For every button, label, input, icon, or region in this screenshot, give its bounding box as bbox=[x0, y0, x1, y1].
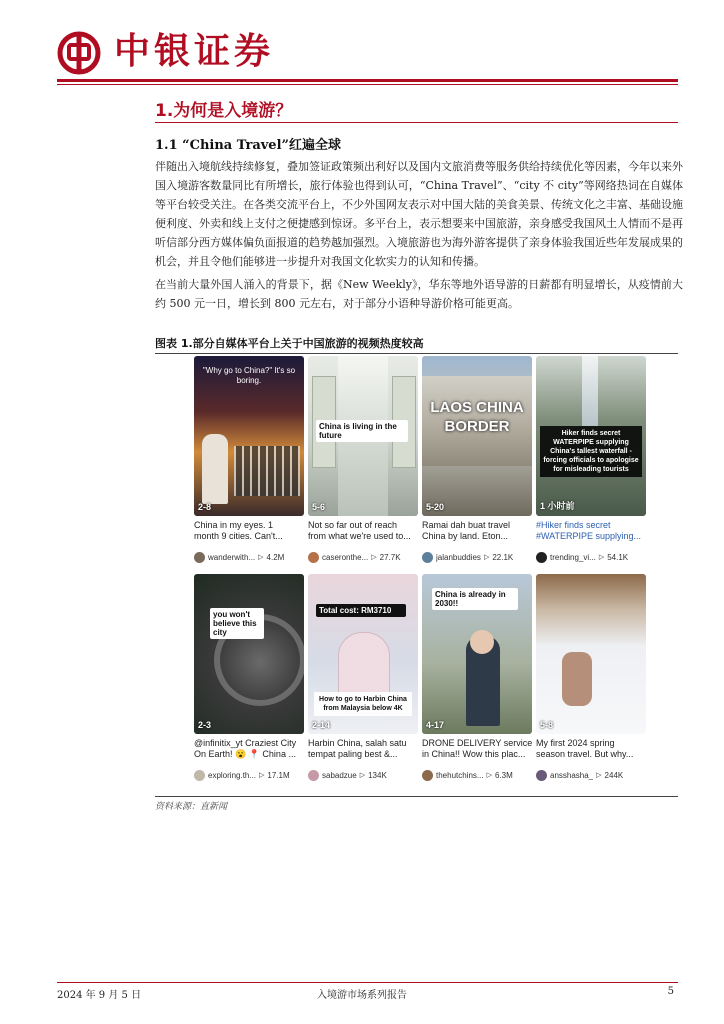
figure-bottom-rule bbox=[155, 796, 678, 797]
video-caption-line-2: #WATERPIPE supplying... bbox=[536, 531, 642, 541]
video-meta bbox=[422, 768, 532, 782]
view-count: 244K bbox=[604, 770, 624, 780]
date-badge: 4-17 bbox=[426, 720, 445, 730]
play-icon: ▷ bbox=[359, 772, 366, 779]
date-badge: 5-8 bbox=[540, 720, 554, 730]
section-title: 1.为何是入境游？ bbox=[155, 101, 293, 121]
video-meta bbox=[308, 550, 418, 564]
avatar bbox=[536, 770, 547, 781]
header-divider-thin bbox=[57, 84, 678, 85]
video-card[interactable] bbox=[308, 574, 418, 790]
thumbnail-overlay-text: China is already in 2030!! bbox=[432, 588, 518, 610]
username: sabadzue bbox=[322, 770, 357, 780]
avatar bbox=[536, 552, 547, 563]
video-meta bbox=[422, 550, 532, 564]
header-divider bbox=[57, 79, 678, 82]
video-caption-line-2: from what we're used to... bbox=[308, 531, 411, 541]
page-header bbox=[0, 0, 724, 90]
video-thumbnail-grid bbox=[194, 356, 646, 792]
video-thumbnail bbox=[422, 574, 532, 734]
avatar bbox=[308, 770, 319, 781]
video-caption-line-1: #Hiker finds secret bbox=[536, 520, 611, 530]
video-meta bbox=[194, 768, 304, 782]
date-badge: 5-20 bbox=[426, 502, 445, 512]
date-badge: 2-14 bbox=[312, 720, 331, 730]
video-caption-line-2: tempat paling best &... bbox=[308, 749, 398, 759]
video-caption-line-1: China in my eyes. 1 bbox=[194, 520, 274, 530]
video-caption-line-1: DRONE DELIVERY service bbox=[422, 738, 532, 748]
video-caption-line-2: On Earth! 😮 📍 China ... bbox=[194, 749, 296, 759]
video-thumbnail bbox=[308, 356, 418, 516]
thumbnail-overlay-text: Hiker finds secret WATERPIPE supplying China's tallest waterfall - forcing officials to apologise for misleading tourists bbox=[540, 426, 642, 477]
video-caption-line-1: My first 2024 spring bbox=[536, 738, 615, 748]
thumbnail-overlay-text-2: How to go to Harbin China from Malaysia below 4K bbox=[314, 692, 412, 716]
video-card[interactable] bbox=[308, 356, 418, 572]
video-card[interactable] bbox=[536, 356, 646, 572]
play-icon: ▷ bbox=[596, 772, 602, 779]
video-thumbnail bbox=[194, 574, 304, 734]
video-caption-line-1: @infinitix_yt Craziest City bbox=[194, 738, 297, 748]
view-count: 17.1M bbox=[267, 770, 290, 780]
username: ansshasha_ bbox=[550, 770, 594, 780]
paragraph-2: 在当前大量外国人涌入的背景下，据《New Weekly》，华东等地外语导游的日薪都有明显增长，从疫情前大约 500 元一日，增长到 800 元左右，对于部分小语种导游价格可能更高。 bbox=[155, 278, 683, 310]
video-caption-line-2: China by land. Eton... bbox=[422, 531, 509, 541]
play-icon: ▷ bbox=[371, 554, 377, 561]
thumbnail-overlay-text: "Why go to China?" It's so boring. bbox=[202, 366, 296, 385]
username: trending_vi... bbox=[550, 552, 596, 562]
avatar bbox=[422, 552, 433, 563]
video-caption-line-1: Not so far out of reach bbox=[308, 520, 398, 530]
railing bbox=[234, 446, 300, 496]
figure-source: 资料来源：直新闻 bbox=[155, 802, 228, 812]
video-thumbnail bbox=[194, 356, 304, 516]
thumbnail-overlay-text: LAOS CHINA BORDER bbox=[430, 399, 524, 435]
view-count: 27.7K bbox=[379, 552, 401, 562]
figure-top-rule bbox=[155, 353, 678, 354]
avatar bbox=[308, 552, 319, 563]
brand-name: 中银证券 bbox=[114, 31, 275, 72]
username: wanderwith... bbox=[208, 552, 256, 562]
video-thumbnail bbox=[536, 574, 646, 734]
date-badge: 1 小时前 bbox=[540, 501, 575, 511]
play-icon: ▷ bbox=[598, 554, 605, 561]
bank-of-china-logo-icon bbox=[57, 31, 101, 75]
video-card[interactable] bbox=[422, 574, 532, 790]
video-thumbnail bbox=[308, 574, 418, 734]
video-card[interactable] bbox=[194, 574, 304, 790]
video-meta bbox=[194, 550, 304, 564]
video-card[interactable] bbox=[194, 356, 304, 572]
view-count: 22.1K bbox=[492, 552, 514, 562]
video-meta bbox=[308, 768, 418, 782]
video-thumbnail bbox=[536, 356, 646, 516]
view-count: 134K bbox=[368, 770, 387, 780]
video-caption-line-2: season travel. But why... bbox=[536, 749, 634, 759]
footer-divider bbox=[57, 982, 678, 983]
video-card[interactable] bbox=[536, 574, 646, 790]
play-icon: ▷ bbox=[259, 772, 265, 779]
footer-date: 2024 年 9 月 5 日 bbox=[57, 990, 142, 1001]
paragraph-1: 伴随出入境航线持续修复，叠加签证政策频出利好以及国内文旅消费等服务供给持续优化等因素，今年以来外国入境游客数量同比有所增长，旅行体验也得到认可，“China Travel”、“city 不 city”等网络热词在自媒体等平台较受关注。在各类交流平台上，不少外国网友表示对中国大陆的美食美景、传统文化之丰富、基础设施便利度、外卖和线上支付之便捷感到惊讶。多平台上，表示想要来中国旅游，亲身感受我国风土人情而不是再听信部分西方媒体偏负面报道的趋势越加强烈。入境旅游也为海外游客提供了亲身体验我国近些年发展成果的机会，并且令他们能够进一步提升对我国文化软实力的认知和传播。 bbox=[155, 160, 683, 268]
thumbnail-overlay-text: you won't believe this city bbox=[210, 608, 264, 639]
person-figure bbox=[562, 652, 592, 706]
video-caption-line-1: Ramai dah buat travel bbox=[422, 520, 511, 530]
video-caption-line-1: Harbin China, salah satu bbox=[308, 738, 407, 748]
username: exploring.th... bbox=[208, 770, 257, 780]
avatar bbox=[194, 770, 205, 781]
username: caseronthe... bbox=[322, 552, 369, 562]
video-card[interactable] bbox=[422, 356, 532, 572]
video-meta bbox=[536, 550, 646, 564]
subsection-title: 1.1 “China Travel”红遍全球 bbox=[155, 138, 341, 153]
date-badge: 2-3 bbox=[198, 720, 212, 730]
username: jalanbuddies bbox=[436, 552, 481, 562]
video-thumbnail bbox=[422, 356, 532, 516]
video-meta bbox=[536, 768, 646, 782]
section-divider bbox=[155, 122, 678, 123]
date-badge: 2-8 bbox=[198, 502, 212, 512]
thumbnail-overlay-text: Total cost: RM3710 bbox=[316, 604, 406, 617]
thumbnail-overlay-text: China is living in the future bbox=[316, 420, 408, 442]
view-count: 4.2M bbox=[266, 552, 285, 562]
view-count: 54.1K bbox=[607, 552, 629, 562]
view-count: 6.3M bbox=[494, 770, 513, 780]
play-icon: ▷ bbox=[486, 772, 492, 779]
figure-title: 图表 1.部分自媒体平台上关于中国旅游的视频热度较高 bbox=[155, 337, 424, 350]
avatar bbox=[194, 552, 205, 563]
page-number: 5 bbox=[667, 986, 674, 997]
person-face bbox=[470, 630, 494, 654]
person-figure bbox=[202, 434, 228, 504]
username: thehutchins... bbox=[436, 770, 484, 780]
play-icon: ▷ bbox=[258, 554, 264, 561]
video-caption-line-2: in China!! Wow this plac... bbox=[422, 749, 526, 759]
footer-report-title: 入境游市场系列报告 bbox=[317, 990, 407, 1001]
avatar bbox=[422, 770, 433, 781]
play-icon: ▷ bbox=[483, 554, 490, 561]
waterfall bbox=[582, 356, 598, 426]
date-badge: 5-6 bbox=[312, 502, 326, 512]
video-caption-line-2: month 9 cities. Can't... bbox=[194, 531, 283, 541]
